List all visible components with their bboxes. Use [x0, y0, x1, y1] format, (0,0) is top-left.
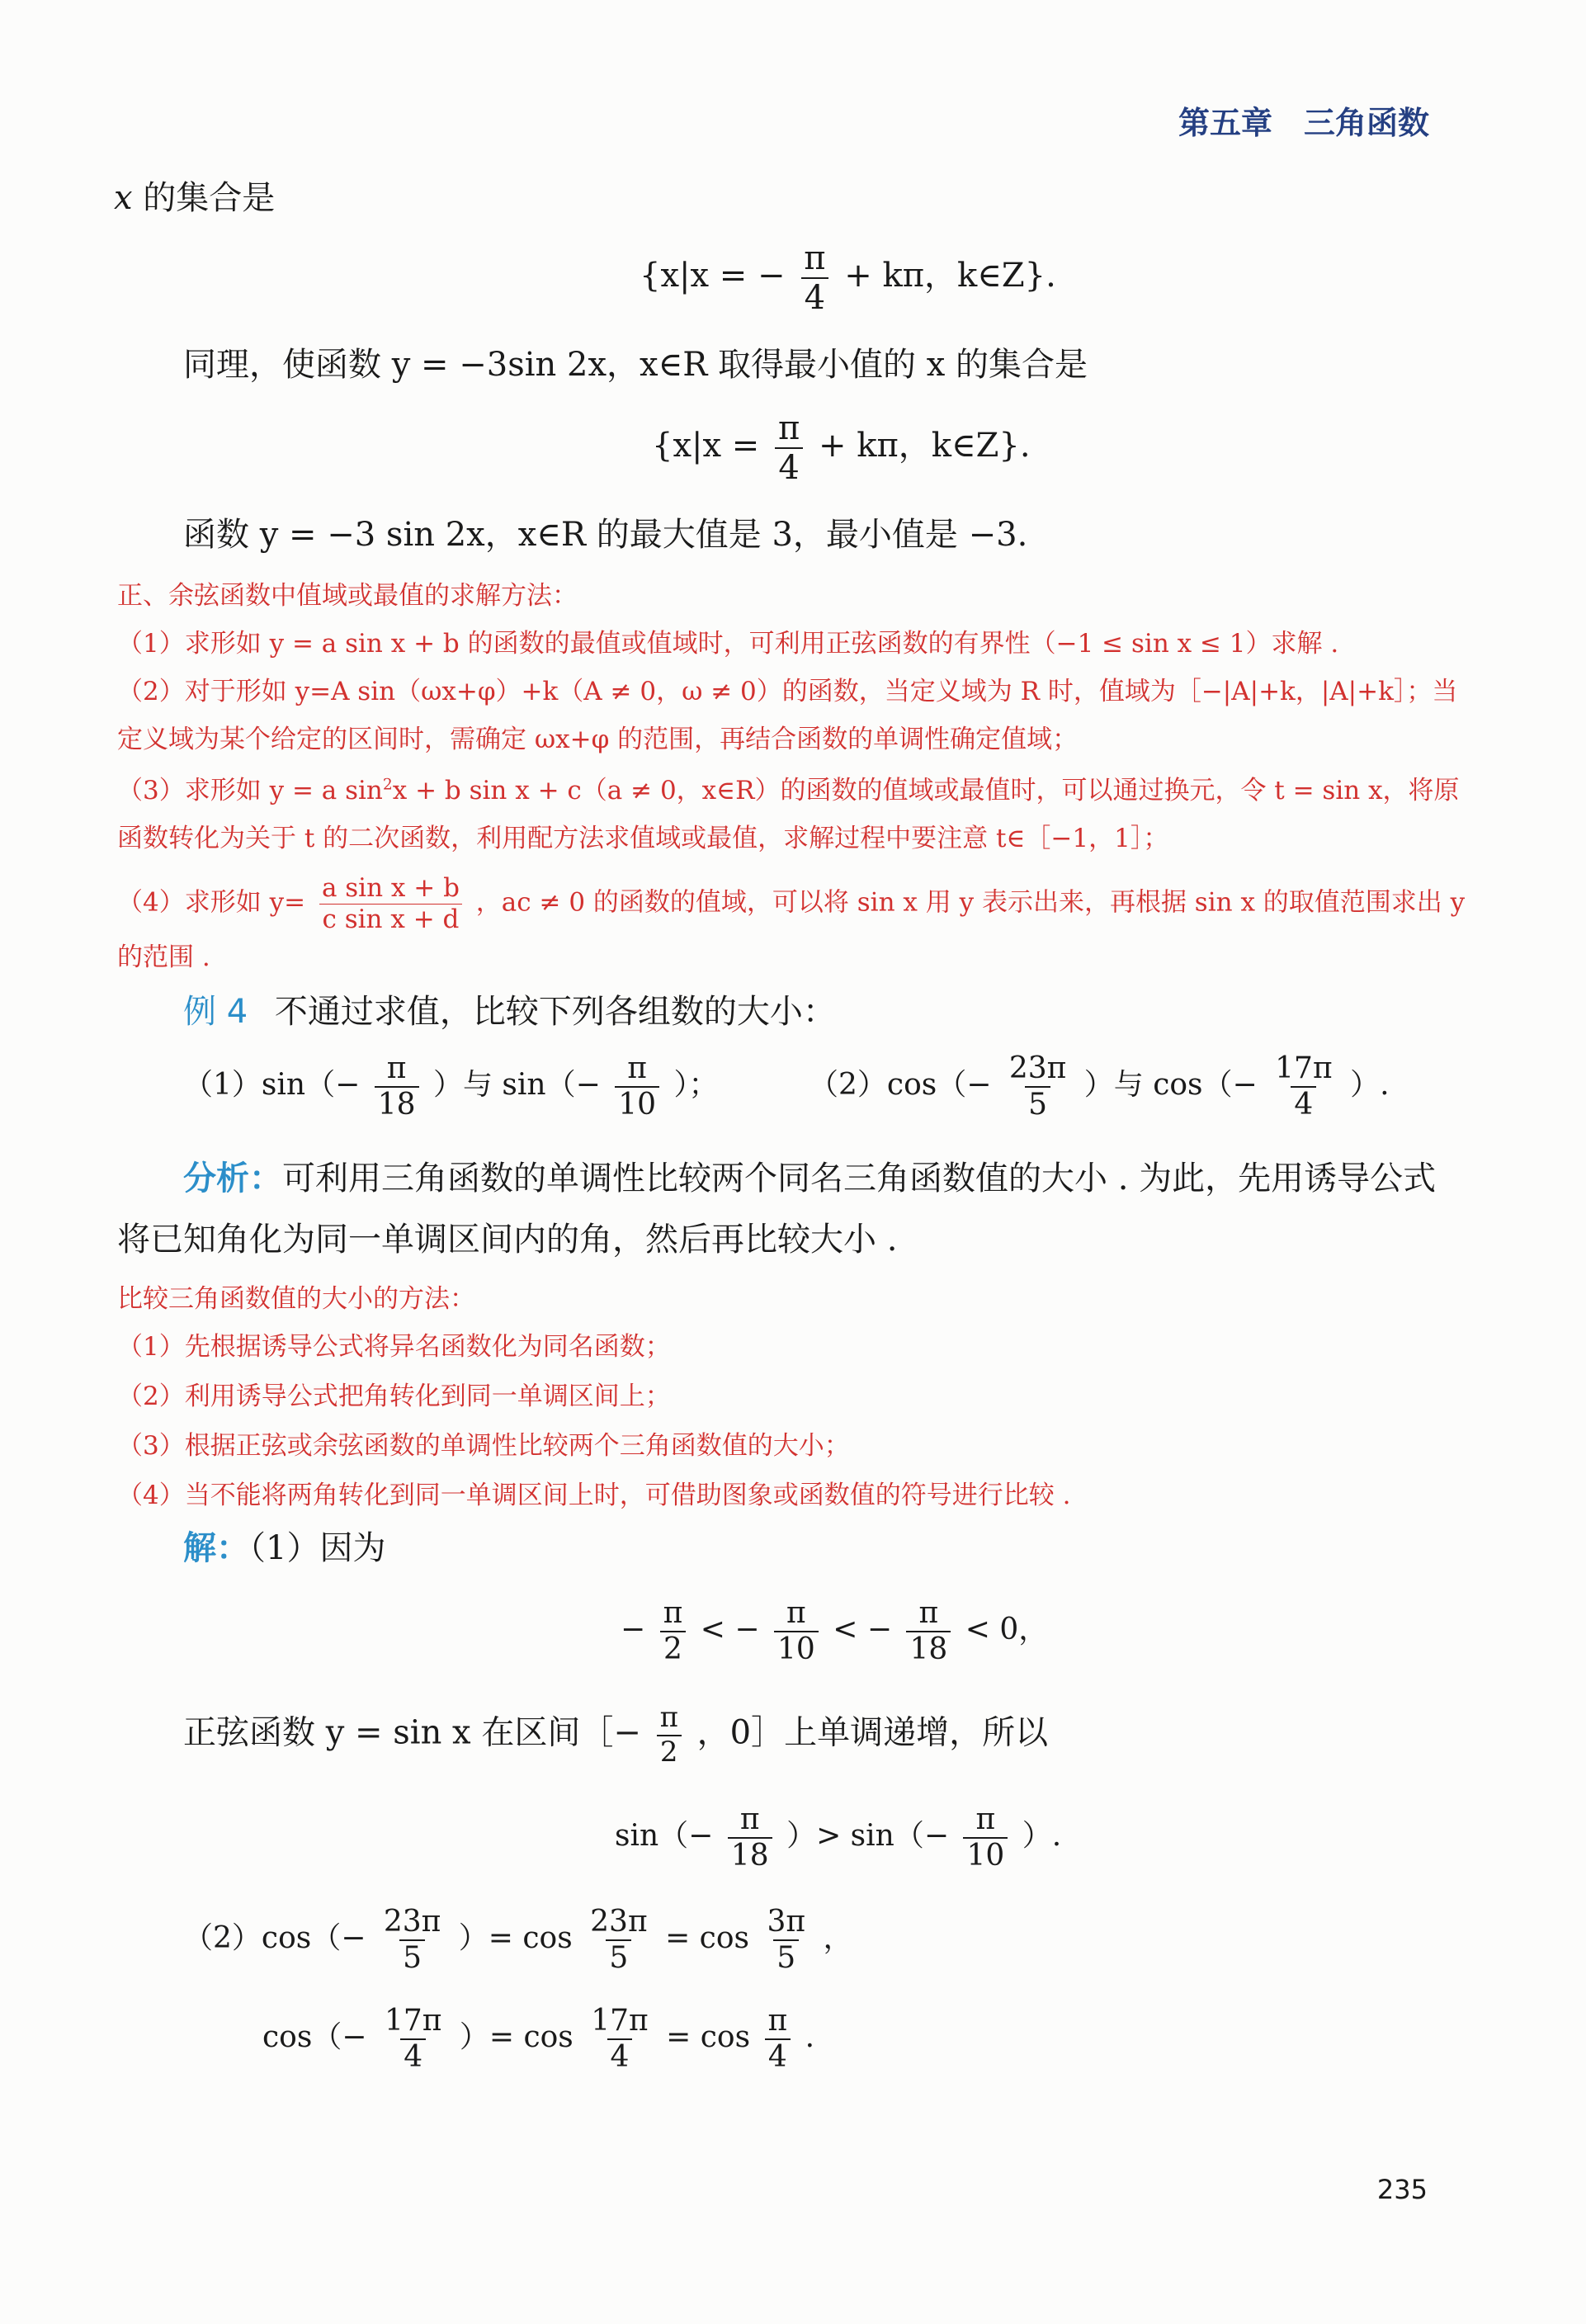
part-2-line-2: cos（− $\frac{17\pi}{4}$ ）= cos $\frac{17\pi}{4}$ = cos $\frac{\pi}{4}$ . [262, 2004, 815, 2074]
page-number: 235 [1376, 2174, 1428, 2205]
compare-method-item: （2）利用诱导公式把角转化到同一单调区间上； [117, 1382, 671, 1411]
conclusion-line: 函数 y = −3 sin 2x，x∈R 的最大值是 3，最小值是 −3. [183, 516, 1028, 554]
example-4-label: 例 4 [183, 993, 248, 1031]
min-set-formula: {x|x = $\frac{\pi}{4}$ + kπ，k∈Z}. [652, 409, 1031, 487]
example-4-part-1: （1）sin（− $\frac{\pi}{18}$ ）与 sin（− $\frac{\pi}{10}$ ）； [183, 1051, 719, 1122]
chapter-header: 第五章 三角函数 [1178, 105, 1429, 141]
compare-method-title: 比较三角函数值的大小的方法： [117, 1284, 475, 1314]
range-method-item-3-line-2: 函数转化为关于 t 的二次函数，利用配方法求值域或最值，求解过程中要注意 t∈［−1，1］； [117, 824, 1169, 853]
max-set-formula: {x|x = − $\frac{\pi}{4}$ + kπ，k∈Z}. [640, 239, 1056, 317]
solution-line: 解：（1）因为 [183, 1528, 386, 1567]
result-formula: sin（− $\frac{\pi}{18}$ ）> sin（− $\frac{\pi}{10}$ ）. [615, 1802, 1062, 1873]
analysis-line-1: 分析：可利用三角函数的单调性比较两个同名三角函数值的大小 . 为此，先用诱导公式 [183, 1159, 1437, 1197]
part-2-line-1: （2）cos（− $\frac{23\pi}{5}$ ）= cos $\frac{23\pi}{5}$ = cos $\frac{3\pi}{5}$ ， [183, 1905, 853, 1975]
range-method-item-2-line-1: （2）对于形如 y=A sin（ωx+φ）+k（A ≠ 0，ω ≠ 0）的函数，当定义域为 R 时，值域为［−|A|+k，|A|+k］；当 [117, 677, 1458, 706]
example-4-heading: 例 4 不通过求值，比较下列各组数的大小： [183, 993, 836, 1031]
similarly-line: 同理，使函数 y = −3sin 2x，x∈R 取得最小值的 x 的集合是 [183, 346, 1088, 384]
example-4-part-2: （2）cos（− $\frac{23\pi}{5}$ ）与 cos（− $\frac{17\pi}{4}$ ）. [809, 1051, 1390, 1122]
analysis-label: 分析： [183, 1159, 282, 1197]
compare-method-item: （1）先根据诱导公式将异名函数化为同名函数； [117, 1332, 671, 1362]
range-method-item-4-line-2: 的范围 . [117, 942, 210, 972]
intro-line: x 的集合是 [114, 179, 276, 217]
monotonic-line: 正弦函数 y = sin x 在区间［− $\frac{\pi}{2}$ ，0］上单调递增，所以 [183, 1701, 1049, 1769]
range-method-item-3-line-1: （3）求形如 y = a $\sin^2x + b$ sin x + c（a ≠ 0，x∈R）的函数的值域或最值时，可以通过换元，令 t = sin x，将原 [117, 776, 1460, 805]
analysis-line-2: 将已知角化为同一单调区间内的角，然后再比较大小 . [117, 1221, 898, 1259]
compare-method-item: （4）当不能将两角转化到同一单调区间上时，可借助图象或函数值的符号进行比较 . [117, 1481, 1071, 1510]
compare-method-item: （3）根据正弦或余弦函数的单调性比较两个三角函数值的大小； [117, 1431, 850, 1461]
range-method-title: 正、余弦函数中值域或最值的求解方法： [117, 581, 578, 611]
range-method-item-2-line-2: 定义域为某个给定的区间时，需确定 ωx+φ 的范围，再结合函数的单调性确定值域； [117, 725, 1079, 754]
inequality-formula: − $\frac{\pi}{2}$ < − $\frac{\pi}{10}$ < − $\frac{\pi}{18}$ < 0， [621, 1596, 1049, 1666]
solution-label: 解： [183, 1528, 249, 1567]
range-method-item-4-line-1: （4）求形如 y= $\frac{\text{a sin x + b}}{\text{c sin x + d}}$ ，ac ≠ 0 的函数的值域，可以将 sin x 用 y 表示出来，再根据 sin x 的取值范围求出 y [117, 873, 1466, 934]
range-method-item-1: （1）求形如 y = a sin x + b 的函数的最值或值域时，可利用正弦函数的有界性（−1 ≤ sin x ≤ 1）求解 . [117, 629, 1339, 659]
